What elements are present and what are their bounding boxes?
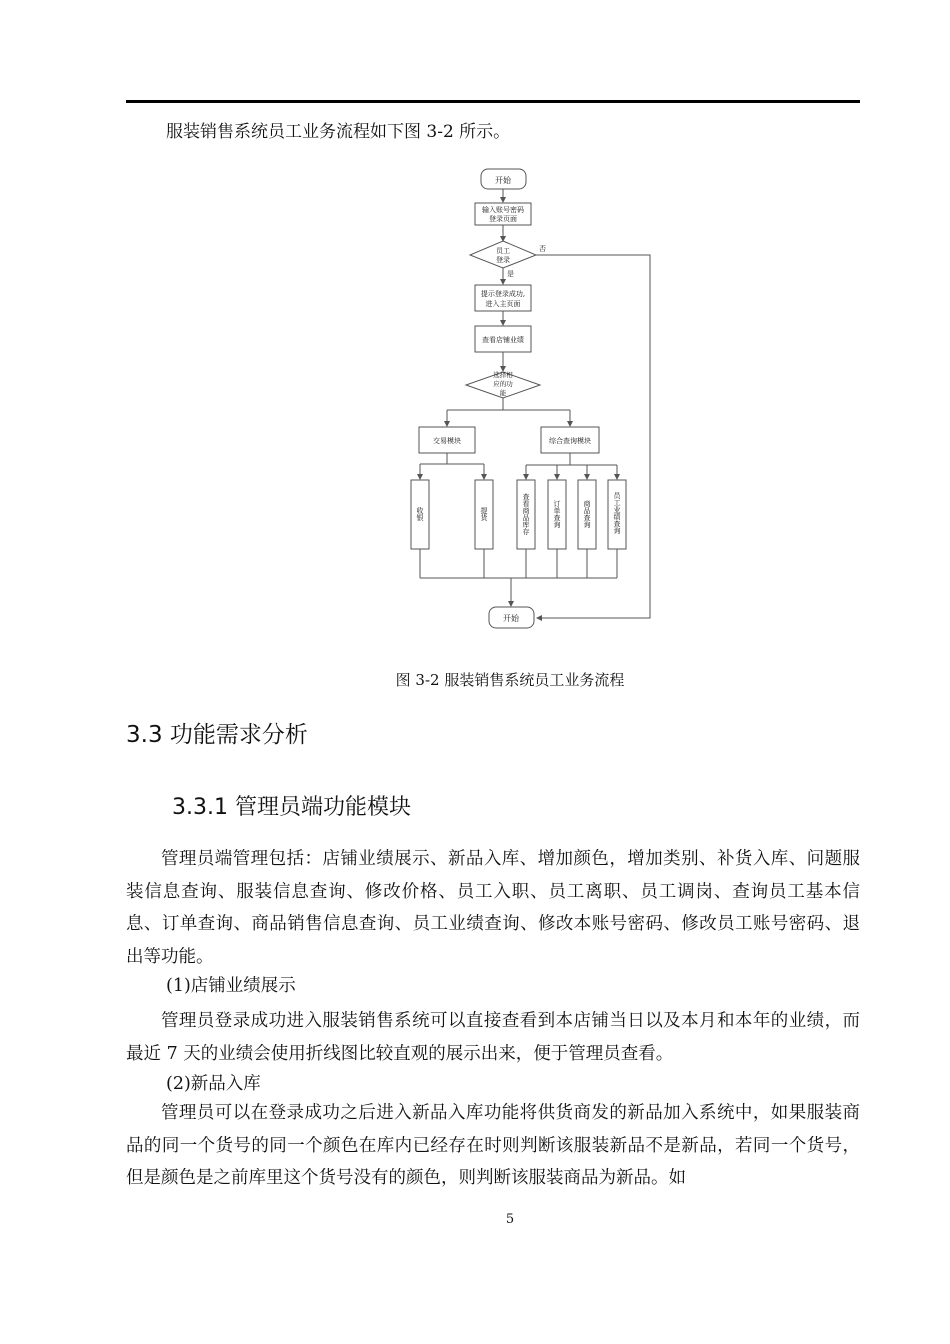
item-performance: (1)店铺业绩展示	[166, 976, 296, 996]
trade-node	[419, 427, 475, 453]
order-node	[548, 480, 566, 549]
staff-node	[608, 480, 626, 549]
choose-label-3: 能	[499, 389, 507, 397]
order-label: 订单查询	[553, 500, 561, 528]
query-label: 综合查询模块	[549, 437, 591, 445]
paragraph-performance: 管理员登录成功进入服装销售系统可以直接查看到本店铺当日以及本月和本年的业绩，而最近 7 天的业绩会使用折线图比较直观的展示出来，便于管理员查看。	[126, 1011, 860, 1064]
success-node	[475, 285, 531, 311]
query-node	[541, 427, 599, 453]
cashier-label: 收银	[416, 507, 424, 521]
intro-text: 服装销售系统员工业务流程如下图 3-2 所示。	[166, 122, 511, 142]
item-new-stock: (2)新品入库	[166, 1074, 261, 1094]
section-heading: 3.3 功能需求分析	[126, 722, 308, 748]
end-label: 开始	[503, 614, 519, 623]
flowchart-connectors	[420, 189, 650, 618]
decision-label-1: 员工	[496, 247, 510, 255]
decision-label-2: 登录	[496, 256, 510, 264]
choose-label-2: 应的功	[493, 380, 513, 388]
product-label: 商品查询	[583, 500, 591, 528]
choose-label-1: 选择相	[493, 371, 513, 379]
login-decision	[470, 241, 546, 278]
input-node	[475, 203, 531, 225]
stock-label: 查看商品库存	[522, 493, 530, 535]
input-label-1: 输入账号密码	[482, 206, 524, 214]
end-node	[489, 607, 534, 628]
choose-decision	[466, 370, 540, 398]
pickup-label: 提货	[480, 507, 488, 521]
success-label-1: 提示登录成功,	[480, 290, 526, 298]
figure-caption: 图 3-2 服装销售系统员工业务流程	[395, 671, 625, 689]
staff-label: 员工业绩查询	[613, 492, 621, 534]
trade-label: 交易模块	[433, 437, 461, 445]
yes-label: 是	[507, 270, 514, 278]
cashier-node	[411, 480, 429, 549]
stock-node	[517, 480, 535, 549]
input-label-2: 登录页面	[489, 215, 517, 223]
view-node	[475, 326, 531, 352]
start-label: 开始	[495, 176, 511, 185]
success-label-2: 进入主页面	[485, 300, 521, 308]
pickup-node	[475, 480, 493, 549]
paragraph-overview: 管理员端管理包括：店铺业绩展示、新品入库、增加颜色，增加类别、补货入库、问题服装信息查询、服装信息查询、修改价格、员工入职、员工离职、员工调岗、查询员工基本信息、订单查询、商品销售信息查询、员工业绩查询、修改本账号密码、修改员工账号密码、退出等功能。	[126, 849, 860, 967]
paragraph-new-stock: 管理员可以在登录成功之后进入新品入库功能将供货商发的新品加入系统中，如果服装商品的同一个货号的同一个颜色在库内已经存在时则判断该服装新品不是新品，若同一个货号，但是颜色是之前库里这个货号没有的颜色，则判断该服装商品为新品。如	[126, 1103, 860, 1188]
product-node	[578, 480, 596, 549]
no-label: 否	[539, 245, 546, 253]
flowchart	[0, 0, 950, 660]
view-label: 查看店铺业绩	[482, 336, 524, 344]
subsection-heading: 3.3.1 管理员端功能模块	[172, 795, 411, 820]
start-node	[481, 169, 526, 189]
page-number: 5	[505, 1212, 515, 1227]
